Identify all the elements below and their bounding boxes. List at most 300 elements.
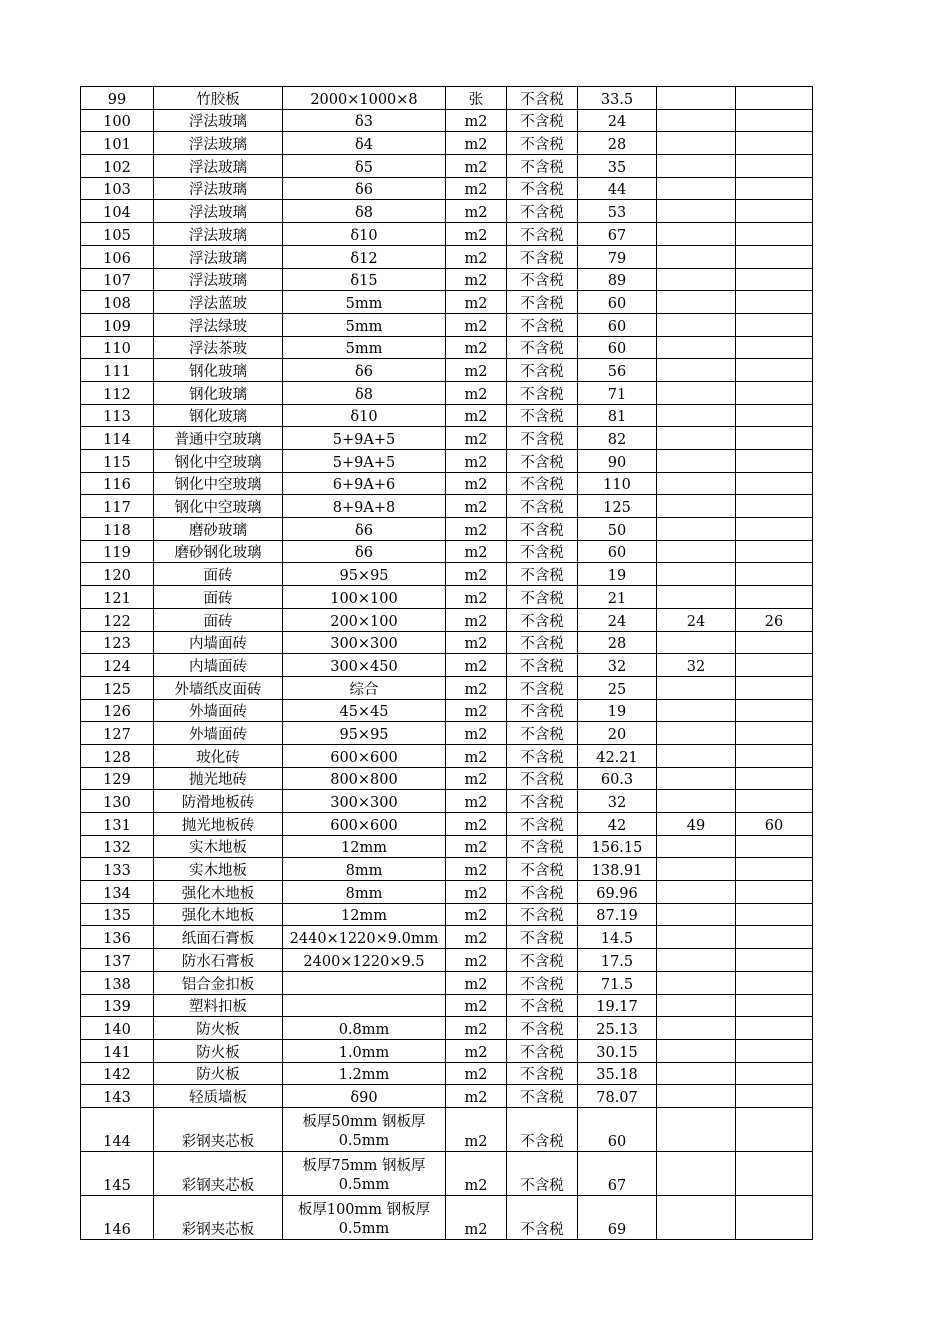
tax-type-cell: 不含税 [507, 744, 578, 767]
tax-type-cell: 不含税 [507, 200, 578, 223]
unit-cell: m2 [446, 858, 507, 881]
material-name-cell: 彩钢夹芯板 [154, 1195, 283, 1239]
spec-cell: 5+9A+5 [283, 427, 446, 450]
price-cell: 67 [578, 223, 657, 246]
material-name-cell: 强化木地板 [154, 903, 283, 926]
tax-type-cell: 不含税 [507, 177, 578, 200]
spec-cell: δ5 [283, 155, 446, 178]
price-cell: 28 [578, 631, 657, 654]
tax-type-cell: 不含税 [507, 608, 578, 631]
item-number-cell: 137 [81, 949, 154, 972]
table-row [81, 427, 813, 450]
price-table [80, 86, 813, 1240]
price-alt-2-cell: 26 [736, 608, 813, 631]
table-row [81, 540, 813, 563]
price-alt-1-cell [657, 1017, 736, 1040]
item-number-cell: 140 [81, 1017, 154, 1040]
item-number-cell: 102 [81, 155, 154, 178]
item-number-cell: 135 [81, 903, 154, 926]
tax-type-cell: 不含税 [507, 518, 578, 541]
tax-type-cell: 不含税 [507, 767, 578, 790]
material-name-cell: 轻质墙板 [154, 1085, 283, 1108]
spec-cell: δ6 [283, 359, 446, 382]
table-row [81, 200, 813, 223]
price-alt-2-cell [736, 563, 813, 586]
price-alt-2-cell [736, 767, 813, 790]
unit-cell: m2 [446, 223, 507, 246]
price-alt-1-cell [657, 359, 736, 382]
item-number-cell: 108 [81, 291, 154, 314]
price-alt-2-cell [736, 381, 813, 404]
price-alt-1-cell [657, 1151, 736, 1195]
material-name-cell: 浮法玻璃 [154, 268, 283, 291]
material-name-cell: 面砖 [154, 608, 283, 631]
unit-cell: m2 [446, 200, 507, 223]
table-row [81, 631, 813, 654]
item-number-cell: 130 [81, 790, 154, 813]
price-alt-1-cell [657, 177, 736, 200]
price-table-body [81, 87, 813, 1240]
unit-cell: m2 [446, 155, 507, 178]
price-cell: 19.17 [578, 994, 657, 1017]
table-row [81, 586, 813, 609]
table-row [81, 1039, 813, 1062]
table-row [81, 132, 813, 155]
price-alt-1-cell [657, 722, 736, 745]
item-number-cell: 127 [81, 722, 154, 745]
price-alt-2-cell [736, 155, 813, 178]
item-number-cell: 118 [81, 518, 154, 541]
material-name-cell: 内墙面砖 [154, 654, 283, 677]
price-alt-1-cell [657, 472, 736, 495]
spec-cell: 100×100 [283, 586, 446, 609]
price-alt-1-cell [657, 676, 736, 699]
price-alt-2-cell [736, 359, 813, 382]
price-alt-1-cell [657, 1039, 736, 1062]
spec-cell: 600×600 [283, 813, 446, 836]
unit-cell: m2 [446, 767, 507, 790]
price-cell: 21 [578, 586, 657, 609]
spec-cell: 200×100 [283, 608, 446, 631]
spec-cell: δ10 [283, 223, 446, 246]
table-row [81, 1017, 813, 1040]
price-alt-1-cell [657, 835, 736, 858]
price-alt-2-cell [736, 109, 813, 132]
material-name-cell: 外墙面砖 [154, 699, 283, 722]
unit-cell: m2 [446, 971, 507, 994]
item-number-cell: 124 [81, 654, 154, 677]
material-name-cell: 面砖 [154, 563, 283, 586]
price-alt-2-cell [736, 586, 813, 609]
price-alt-1-cell [657, 223, 736, 246]
material-name-cell: 浮法玻璃 [154, 200, 283, 223]
table-row [81, 744, 813, 767]
price-cell: 60 [578, 336, 657, 359]
tax-type-cell: 不含税 [507, 722, 578, 745]
price-alt-1-cell [657, 631, 736, 654]
item-number-cell: 133 [81, 858, 154, 881]
table-row [81, 767, 813, 790]
spec-cell: 1.2mm [283, 1062, 446, 1085]
price-cell: 138.91 [578, 858, 657, 881]
price-alt-2-cell [736, 1062, 813, 1085]
item-number-cell: 141 [81, 1039, 154, 1062]
material-name-cell: 普通中空玻璃 [154, 427, 283, 450]
spec-cell: δ12 [283, 245, 446, 268]
price-alt-1-cell [657, 790, 736, 813]
unit-cell: m2 [446, 722, 507, 745]
price-alt-1-cell [657, 381, 736, 404]
price-cell: 19 [578, 563, 657, 586]
material-name-cell: 浮法蓝玻 [154, 291, 283, 314]
price-alt-2-cell [736, 903, 813, 926]
spec-cell: δ4 [283, 132, 446, 155]
spec-cell: 300×450 [283, 654, 446, 677]
spec-cell: 板厚100mm 钢板厚0.5mm [283, 1195, 446, 1239]
tax-type-cell: 不含税 [507, 881, 578, 904]
item-number-cell: 142 [81, 1062, 154, 1085]
tax-type-cell: 不含税 [507, 450, 578, 473]
material-name-cell: 钢化玻璃 [154, 404, 283, 427]
table-row [81, 994, 813, 1017]
price-alt-2-cell [736, 200, 813, 223]
spec-cell: 综合 [283, 676, 446, 699]
price-cell: 24 [578, 608, 657, 631]
tax-type-cell: 不含税 [507, 245, 578, 268]
tax-type-cell: 不含税 [507, 404, 578, 427]
material-name-cell: 强化木地板 [154, 881, 283, 904]
spec-cell: 5+9A+5 [283, 450, 446, 473]
price-alt-1-cell [657, 881, 736, 904]
spec-cell: 300×300 [283, 631, 446, 654]
item-number-cell: 139 [81, 994, 154, 1017]
price-cell: 35 [578, 155, 657, 178]
table-row [81, 359, 813, 382]
material-name-cell: 浮法玻璃 [154, 109, 283, 132]
price-cell: 32 [578, 790, 657, 813]
price-cell: 71 [578, 381, 657, 404]
unit-cell: m2 [446, 313, 507, 336]
tax-type-cell: 不含税 [507, 699, 578, 722]
price-cell: 25 [578, 676, 657, 699]
price-alt-1-cell [657, 1085, 736, 1108]
price-alt-2-cell [736, 223, 813, 246]
price-cell: 50 [578, 518, 657, 541]
spec-cell: 5mm [283, 336, 446, 359]
item-number-cell: 146 [81, 1195, 154, 1239]
price-cell: 44 [578, 177, 657, 200]
spec-cell: 6+9A+6 [283, 472, 446, 495]
price-alt-1-cell: 32 [657, 654, 736, 677]
price-alt-1-cell [657, 200, 736, 223]
spec-cell [283, 971, 446, 994]
unit-cell: m2 [446, 291, 507, 314]
price-alt-1-cell [657, 336, 736, 359]
price-alt-1-cell [657, 404, 736, 427]
price-cell: 81 [578, 404, 657, 427]
table-row [81, 472, 813, 495]
table-row [81, 676, 813, 699]
price-cell: 32 [578, 654, 657, 677]
price-alt-1-cell [657, 450, 736, 473]
material-name-cell: 彩钢夹芯板 [154, 1107, 283, 1151]
unit-cell: m2 [446, 994, 507, 1017]
price-cell: 89 [578, 268, 657, 291]
price-cell: 87.19 [578, 903, 657, 926]
table-row [81, 177, 813, 200]
price-cell: 60 [578, 291, 657, 314]
spec-cell: δ90 [283, 1085, 446, 1108]
price-alt-2-cell [736, 132, 813, 155]
unit-cell: m2 [446, 1151, 507, 1195]
price-cell: 56 [578, 359, 657, 382]
price-alt-1-cell [657, 903, 736, 926]
tax-type-cell: 不含税 [507, 586, 578, 609]
price-alt-1-cell [657, 699, 736, 722]
price-alt-1-cell [657, 971, 736, 994]
price-cell: 110 [578, 472, 657, 495]
spec-cell: 8+9A+8 [283, 495, 446, 518]
item-number-cell: 145 [81, 1151, 154, 1195]
material-name-cell: 抛光地板砖 [154, 813, 283, 836]
material-name-cell: 实木地板 [154, 835, 283, 858]
price-cell: 156.15 [578, 835, 657, 858]
table-row [81, 381, 813, 404]
price-cell: 69 [578, 1195, 657, 1239]
price-alt-2-cell [736, 177, 813, 200]
tax-type-cell: 不含税 [507, 381, 578, 404]
unit-cell: m2 [446, 744, 507, 767]
price-cell: 90 [578, 450, 657, 473]
table-row [81, 881, 813, 904]
tax-type-cell: 不含税 [507, 903, 578, 926]
price-alt-2-cell [736, 699, 813, 722]
price-cell: 30.15 [578, 1039, 657, 1062]
material-name-cell: 塑料扣板 [154, 994, 283, 1017]
price-alt-1-cell [657, 155, 736, 178]
tax-type-cell: 不含税 [507, 790, 578, 813]
table-row [81, 1107, 813, 1151]
table-row [81, 87, 813, 110]
spec-cell: 300×300 [283, 790, 446, 813]
unit-cell: m2 [446, 881, 507, 904]
spec-cell: 800×800 [283, 767, 446, 790]
unit-cell: m2 [446, 903, 507, 926]
tax-type-cell: 不含税 [507, 631, 578, 654]
price-alt-1-cell [657, 994, 736, 1017]
table-row [81, 722, 813, 745]
tax-type-cell: 不含税 [507, 1151, 578, 1195]
price-alt-1-cell [657, 1062, 736, 1085]
table-row [81, 949, 813, 972]
item-number-cell: 126 [81, 699, 154, 722]
item-number-cell: 136 [81, 926, 154, 949]
table-row [81, 926, 813, 949]
table-row [81, 268, 813, 291]
tax-type-cell: 不含税 [507, 676, 578, 699]
price-alt-2-cell [736, 518, 813, 541]
unit-cell: m2 [446, 450, 507, 473]
tax-type-cell: 不含税 [507, 1017, 578, 1040]
price-alt-1-cell [657, 132, 736, 155]
item-number-cell: 132 [81, 835, 154, 858]
price-alt-2-cell [736, 1151, 813, 1195]
unit-cell: m2 [446, 586, 507, 609]
price-alt-2-cell [736, 291, 813, 314]
tax-type-cell: 不含税 [507, 268, 578, 291]
unit-cell: m2 [446, 1195, 507, 1239]
unit-cell: m2 [446, 268, 507, 291]
table-row [81, 835, 813, 858]
price-alt-2-cell [736, 722, 813, 745]
price-alt-1-cell [657, 586, 736, 609]
item-number-cell: 131 [81, 813, 154, 836]
price-alt-2-cell [736, 495, 813, 518]
tax-type-cell: 不含税 [507, 313, 578, 336]
price-alt-2-cell [736, 858, 813, 881]
spec-cell: δ6 [283, 518, 446, 541]
spec-cell: δ8 [283, 200, 446, 223]
tax-type-cell: 不含税 [507, 223, 578, 246]
table-row [81, 404, 813, 427]
table-row [81, 291, 813, 314]
spec-cell: 2400×1220×9.5 [283, 949, 446, 972]
price-alt-1-cell [657, 245, 736, 268]
price-alt-1-cell: 24 [657, 608, 736, 631]
tax-type-cell: 不含税 [507, 359, 578, 382]
table-row [81, 450, 813, 473]
price-alt-1-cell [657, 926, 736, 949]
material-name-cell: 铝合金扣板 [154, 971, 283, 994]
price-alt-2-cell [736, 1039, 813, 1062]
spec-cell: 45×45 [283, 699, 446, 722]
price-alt-2-cell [736, 87, 813, 110]
material-name-cell: 磨砂钢化玻璃 [154, 540, 283, 563]
tax-type-cell: 不含税 [507, 858, 578, 881]
price-alt-2-cell [736, 654, 813, 677]
spec-cell: 12mm [283, 903, 446, 926]
tax-type-cell: 不含税 [507, 291, 578, 314]
tax-type-cell: 不含税 [507, 155, 578, 178]
price-alt-2-cell [736, 790, 813, 813]
spec-cell: 0.8mm [283, 1017, 446, 1040]
unit-cell: m2 [446, 1107, 507, 1151]
table-row [81, 1151, 813, 1195]
price-cell: 79 [578, 245, 657, 268]
price-alt-2-cell [736, 450, 813, 473]
table-row [81, 1062, 813, 1085]
spec-cell: 95×95 [283, 722, 446, 745]
item-number-cell: 119 [81, 540, 154, 563]
unit-cell: m2 [446, 359, 507, 382]
material-name-cell: 浮法玻璃 [154, 155, 283, 178]
price-cell: 69.96 [578, 881, 657, 904]
unit-cell: m2 [446, 472, 507, 495]
spec-cell: 8mm [283, 881, 446, 904]
tax-type-cell: 不含税 [507, 1107, 578, 1151]
tax-type-cell: 不含税 [507, 563, 578, 586]
price-alt-2-cell [736, 676, 813, 699]
material-name-cell: 抛光地砖 [154, 767, 283, 790]
material-name-cell: 浮法茶玻 [154, 336, 283, 359]
table-row [81, 109, 813, 132]
material-name-cell: 彩钢夹芯板 [154, 1151, 283, 1195]
price-alt-1-cell [657, 767, 736, 790]
price-alt-1-cell [657, 495, 736, 518]
price-alt-1-cell [657, 313, 736, 336]
tax-type-cell: 不含税 [507, 540, 578, 563]
price-cell: 14.5 [578, 926, 657, 949]
price-cell: 78.07 [578, 1085, 657, 1108]
item-number-cell: 106 [81, 245, 154, 268]
item-number-cell: 123 [81, 631, 154, 654]
table-row [81, 654, 813, 677]
material-name-cell: 浮法玻璃 [154, 245, 283, 268]
price-cell: 20 [578, 722, 657, 745]
spec-cell: δ10 [283, 404, 446, 427]
table-row [81, 1195, 813, 1239]
item-number-cell: 115 [81, 450, 154, 473]
spec-cell: 600×600 [283, 744, 446, 767]
tax-type-cell: 不含税 [507, 994, 578, 1017]
price-alt-2-cell [736, 926, 813, 949]
unit-cell: 张 [446, 87, 507, 110]
tax-type-cell: 不含税 [507, 87, 578, 110]
price-cell: 24 [578, 109, 657, 132]
price-alt-2-cell [736, 949, 813, 972]
price-alt-2-cell [736, 835, 813, 858]
item-number-cell: 99 [81, 87, 154, 110]
price-alt-2-cell [736, 1017, 813, 1040]
tax-type-cell: 不含税 [507, 472, 578, 495]
spec-cell: 8mm [283, 858, 446, 881]
price-alt-2-cell [736, 971, 813, 994]
material-name-cell: 外墙纸皮面砖 [154, 676, 283, 699]
material-name-cell: 浮法玻璃 [154, 132, 283, 155]
material-name-cell: 防火板 [154, 1062, 283, 1085]
price-alt-2-cell [736, 881, 813, 904]
tax-type-cell: 不含税 [507, 1085, 578, 1108]
unit-cell: m2 [446, 631, 507, 654]
price-alt-1-cell [657, 87, 736, 110]
price-alt-2-cell [736, 744, 813, 767]
price-alt-2-cell [736, 313, 813, 336]
table-row [81, 903, 813, 926]
table-row [81, 518, 813, 541]
price-cell: 28 [578, 132, 657, 155]
material-name-cell: 浮法玻璃 [154, 177, 283, 200]
unit-cell: m2 [446, 177, 507, 200]
item-number-cell: 138 [81, 971, 154, 994]
price-cell: 125 [578, 495, 657, 518]
tax-type-cell: 不含税 [507, 654, 578, 677]
tax-type-cell: 不含税 [507, 132, 578, 155]
price-alt-2-cell [736, 1107, 813, 1151]
price-cell: 25.13 [578, 1017, 657, 1040]
table-row [81, 858, 813, 881]
price-alt-1-cell [657, 268, 736, 291]
spec-cell: δ6 [283, 540, 446, 563]
price-alt-1-cell [657, 949, 736, 972]
item-number-cell: 112 [81, 381, 154, 404]
unit-cell: m2 [446, 949, 507, 972]
price-cell: 19 [578, 699, 657, 722]
table-row [81, 223, 813, 246]
price-alt-2-cell: 60 [736, 813, 813, 836]
material-name-cell: 玻化砖 [154, 744, 283, 767]
tax-type-cell: 不含税 [507, 926, 578, 949]
tax-type-cell: 不含税 [507, 835, 578, 858]
